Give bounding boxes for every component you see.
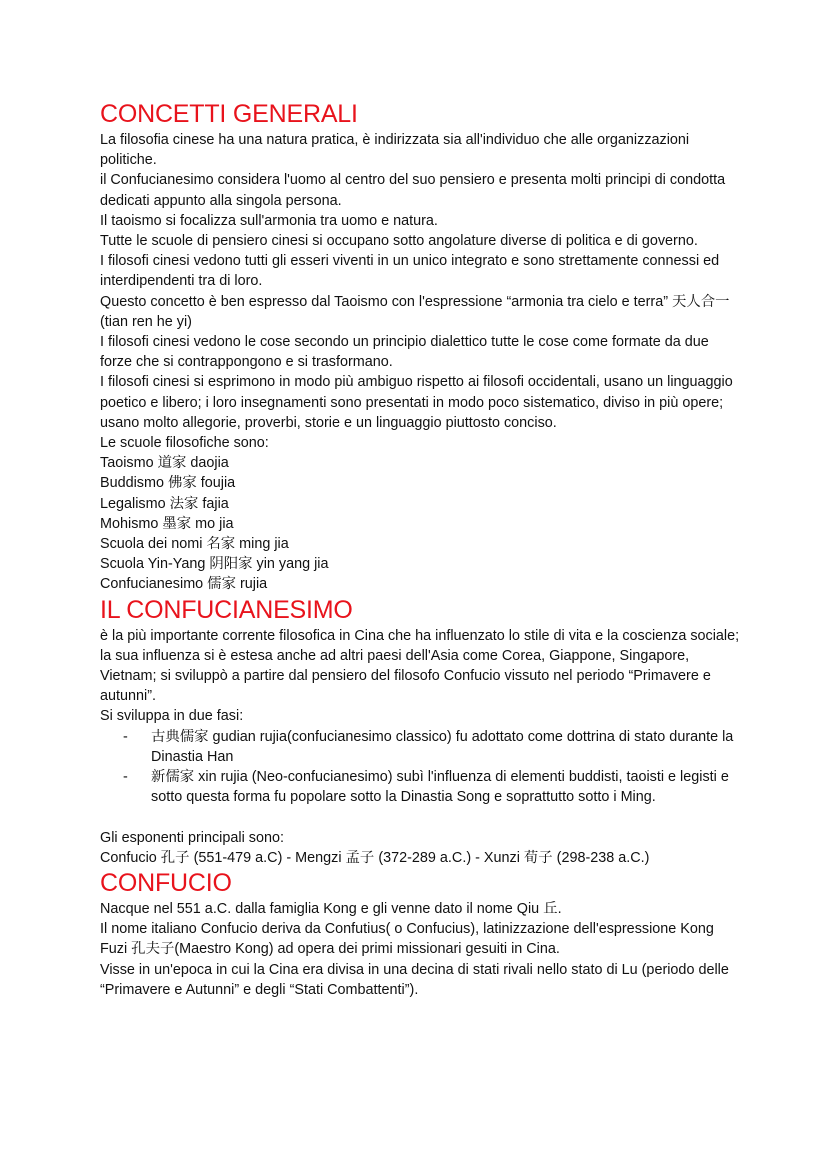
school-item: Scuola dei nomi 名家 ming jia xyxy=(100,536,289,553)
paragraph: Nacque nel 551 a.C. dalla famiglia Kong e gli venne dato il nome Qiu 丘. xyxy=(100,900,562,917)
heading-confucio: CONFUCIO xyxy=(100,868,232,897)
school-item: Legalismo 法家 fajia xyxy=(100,495,229,512)
paragraph: è la più importante corrente filosofica in Cina che ha influenzato lo stile di vita e la coscienza sociale; la sua influenza si è estesa anche ad altri paesi dell'Asia come Corea, Giappone, Singapore, Vietnam; si sviluppò a partire dal pensiero del filosofo Confucio vissuto nel periodo “Primavere e autunni”. xyxy=(100,627,740,705)
paragraph: Visse in un'epoca in cui la Cina era divisa in una decina di stati rivali nello stato di Lu (periodo delle “Primavere e Autunni” e degli “Stati Combattenti”). xyxy=(100,961,729,998)
list-item xyxy=(100,767,740,807)
school-item: Scuola Yin-Yang 阴阳家 yin yang jia xyxy=(100,556,329,573)
paragraph: Confucio 孔子 (551-479 a.C) - Mengzi 孟子 (372-289 a.C.) - Xunzi 荀子 (298-238 a.C.) xyxy=(100,849,650,866)
paragraph: Il taoismo si focalizza sull'armonia tra uomo e natura. xyxy=(100,212,438,229)
paragraph: I filosofi cinesi vedono tutti gli esseri viventi in un unico integrato e sono strettamente connessi ed interdipendenti tra di loro. xyxy=(100,253,720,290)
paragraph: I filosofi cinesi si esprimono in modo più ambiguo rispetto ai filosofi occidentali, usano un linguaggio poetico e libero; i loro insegnamenti sono presentati in modo poco sistematico, diviso in più opere; usano molto allegorie, proverbi, storie e un linguaggio piuttosto conciso. xyxy=(100,374,733,431)
heading-concetti-generali: CONCETTI GENERALI xyxy=(100,100,358,128)
paragraph: I filosofi cinesi vedono le cose secondo un principio dialettico tutte le cose come formate da due forze che si contrappongono e si trasformano. xyxy=(100,334,709,371)
paragraph: Tutte le scuole di pensiero cinesi si occupano sotto angolature diverse di politica e di governo. xyxy=(100,233,698,250)
list-item xyxy=(100,727,740,767)
list-item-text: 新儒家 xin rujia (Neo-confucianesimo) subì l'influenza di elementi buddisti, taoisti e legisti e sotto questa forma fu popolare sotto la Dinastia Song e soprattutto sotto i Ming. xyxy=(151,769,729,806)
school-item: Buddismo 佛家 foujia xyxy=(100,475,236,492)
paragraph: Questo concetto è ben espresso dal Taoismo con l'espressione “armonia tra cielo e terra” 天人合一 (tian ren he yi) xyxy=(100,293,730,330)
document-content xyxy=(100,99,740,1000)
phases-list xyxy=(100,727,740,808)
paragraph: Si sviluppa in due fasi: xyxy=(100,708,244,725)
school-item: Confucianesimo 儒家 rujia xyxy=(100,576,268,593)
bullet-dash: - xyxy=(123,769,128,786)
school-item: Taoismo 道家 daojia xyxy=(100,455,229,472)
bullet-dash: - xyxy=(123,728,128,745)
paragraph: Gli esponenti principali sono: xyxy=(100,829,284,846)
paragraph: La filosofia cinese ha una natura pratica, è indirizzata sia all'individuo che alle organizzazioni politiche. xyxy=(100,132,690,169)
spacer xyxy=(100,808,740,828)
paragraph: il Confucianesimo considera l'uomo al centro del suo pensiero e presenta molti principi di condotta dedicati appunto alla singola persona. xyxy=(100,172,726,209)
school-item: Mohismo 墨家 mo jia xyxy=(100,515,234,532)
paragraph: Le scuole filosofiche sono: xyxy=(100,435,269,452)
heading-il-confucianesimo: IL CONFUCIANESIMO xyxy=(100,595,353,624)
paragraph: Il nome italiano Confucio deriva da Confutius( o Confucius), latinizzazione dell'espressione Kong Fuzi 孔夫子(Maestro Kong) ad opera dei primi missionari gesuiti in Cina. xyxy=(100,921,714,958)
list-item-text: 古典儒家 gudian rujia(confucianesimo classico) fu adottato come dottrina di stato durante la Dinastia Han xyxy=(151,728,734,765)
